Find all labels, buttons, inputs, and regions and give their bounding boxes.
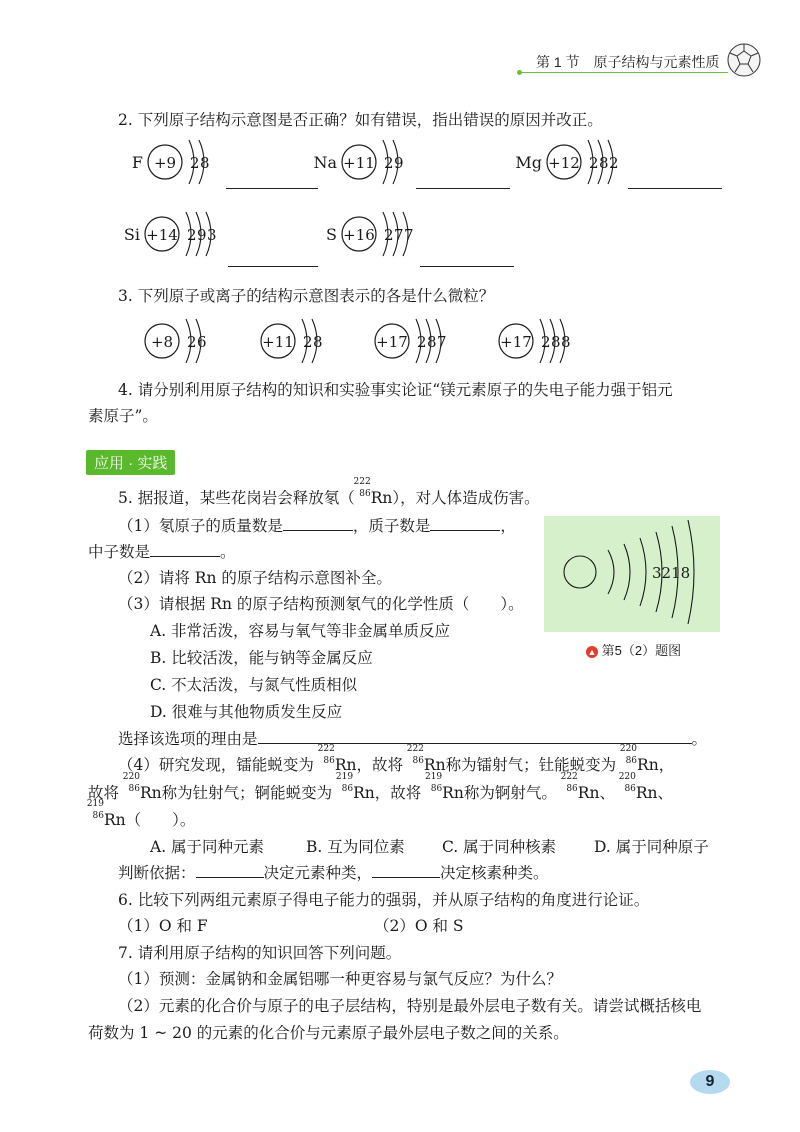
shell-electron-count: 2 — [187, 333, 197, 351]
rn-symbol: Rn — [370, 489, 393, 507]
iso-222-a — [317, 744, 335, 770]
q3-prompt: 3. 下列原子或离子的结构示意图表示的各是什么微粒？ — [118, 287, 495, 305]
atom-diagram — [326, 212, 414, 256]
element-symbol: F — [131, 153, 143, 172]
rn-shell-arc — [608, 550, 614, 594]
answer-line-si — [228, 266, 318, 267]
nucleus-charge: +16 — [343, 226, 375, 244]
q5-intro-pre: 5. 据报道，某些花岗岩会释放氡（ — [118, 489, 355, 507]
section-title: 原子结构与元素性质 — [593, 54, 720, 70]
q5-p4-l2-b: 称为钍射气；锕能蜕变为 — [161, 784, 333, 802]
q5-p4-l2-d: 称为锕射气。 — [463, 784, 557, 802]
q5-option-c: C. 不太活泼，与氮气性质相似 — [150, 676, 358, 694]
q5-intro-post: ），对人体造成伤害。 — [392, 489, 540, 507]
basis-c: 决定核素种类。 — [440, 864, 549, 882]
q6-part-b: （2）O 和 S — [374, 917, 464, 935]
q5-option-d: D. 很难与其他物质发生反应 — [150, 703, 343, 721]
shell-electron-count: 9 — [394, 154, 404, 172]
q7-part1: （1）预测：金属钠和金属铝哪一种更容易与氯气反应？为什么？ — [118, 970, 562, 988]
shell-electron-count: 7 — [437, 333, 447, 351]
q6-prompt: 6. 比较下列两组元素原子得电子能力的强弱，并从原子结构的角度进行论证。 — [118, 891, 650, 909]
answer-line-na — [416, 188, 510, 189]
iso-mass: 219 — [424, 772, 443, 782]
rn-mass: 222 — [353, 477, 371, 487]
nucleus-charge: +9 — [153, 154, 177, 172]
q5-p4-l3-end: （ ）。 — [125, 811, 196, 829]
blank-mass-number — [283, 529, 353, 531]
shell-electron-count: 7 — [404, 226, 414, 244]
nucleus-charge: +17 — [376, 333, 408, 351]
nucleus-charge: +17 — [500, 333, 532, 351]
iso-219-b — [424, 772, 443, 798]
sep: 、 — [657, 784, 674, 802]
shell-electron-count: 3 — [207, 226, 217, 244]
iso-z: 86 — [323, 756, 335, 766]
iso-mass: 222 — [560, 772, 578, 782]
shell-electron-count: 2 — [541, 333, 551, 351]
q5-p3: （3）请根据 Rn 的原子结构预测氡气的化学性质（ ）。 — [118, 595, 524, 613]
q5-p1-e: 。 — [220, 543, 236, 561]
nucleus-charge: +12 — [548, 154, 580, 172]
q2-prompt: 2. 下列原子结构示意图是否正确？如有错误，指出错误的原因并改正。 — [118, 111, 603, 129]
q5-p4-line1: （4）研究发现，镭能蜕变为 222 86 Rn，故将 222 86 Rn称为镭射气；钍能蜕变为 220 86 Rn， — [118, 744, 675, 774]
element-symbol: S — [326, 225, 337, 244]
blank-neutron-number — [150, 555, 220, 557]
answer-line-s — [420, 266, 514, 267]
nucleus-charge: +11 — [343, 154, 375, 172]
atom-diagram — [145, 319, 207, 363]
answer-line-mg — [628, 188, 722, 189]
iso-mass: 220 — [122, 772, 140, 782]
q5-p4-l1-c: 称为镭射气；钍能蜕变为 — [445, 756, 617, 774]
blank-proton-number — [430, 529, 500, 531]
triangle-icon: ▲ — [587, 646, 597, 657]
q5-p4-l2-a: 故将 — [88, 784, 120, 802]
shell-electron-count: 9 — [197, 226, 207, 244]
section-tag-application: 应用 · 实践 — [86, 450, 175, 475]
atom-diagram — [132, 140, 210, 184]
q5-reason-end: 。 — [691, 730, 708, 748]
shell-electron-count: 8 — [551, 333, 561, 351]
rn-symbol: Rn — [577, 784, 600, 802]
q5-p4-l1-a: （4）研究发现，镭能蜕变为 — [118, 756, 314, 774]
iso-mass: 222 — [317, 744, 335, 754]
q5-p1-c: ， — [500, 517, 516, 535]
rn-symbol: Rn — [442, 784, 464, 802]
iso-z: 86 — [430, 784, 443, 794]
rn-symbol: Rn — [635, 784, 658, 802]
shell-electron-count: 6 — [197, 333, 207, 351]
q4-line2: 素原子”。 — [88, 407, 158, 425]
iso-z: 86 — [341, 784, 354, 794]
shell-electron-count: 8 — [561, 333, 571, 351]
q5-p1-d: 中子数是 — [88, 543, 151, 561]
iso-mass: 222 — [406, 744, 424, 754]
iso-z: 86 — [92, 811, 104, 821]
rn-symbol: Rn — [637, 756, 659, 774]
atom-diagram — [313, 140, 403, 184]
q6-part-a: （1）O 和 F — [118, 917, 208, 935]
q5-reason-label: 选择该选项的理由是 — [118, 730, 258, 748]
rn-structure-diagram — [544, 516, 720, 632]
blank-basis-nuclide — [372, 876, 440, 878]
atom-diagram — [375, 319, 447, 363]
iso-222-b — [406, 744, 424, 770]
atom-diagram — [499, 319, 571, 363]
shell-electron-count: 2 — [190, 154, 200, 172]
iso-z: 86 — [128, 784, 140, 794]
basis-label: 判断依据： — [118, 864, 196, 882]
basis-b: 决定元素种类， — [263, 864, 373, 882]
shell-electron-count: 2 — [609, 154, 619, 172]
q5-basis — [118, 861, 549, 883]
rn-shell-arc — [624, 544, 630, 600]
rn-symbol: Rn — [139, 784, 162, 802]
q5-choice-a: A. 属于同种元素 — [150, 838, 265, 856]
nucleus-charge: +8 — [150, 333, 174, 351]
blank-basis-element — [196, 876, 264, 878]
q5-p1-line2 — [88, 540, 236, 562]
q5-p4-line3 — [86, 799, 196, 830]
nucleus-charge: +14 — [146, 226, 178, 244]
section-number: 第 1 节 — [536, 54, 580, 70]
q5-p4-line2 — [88, 772, 674, 803]
iso-220-b — [122, 772, 140, 798]
q7-prompt: 7. 请利用原子结构的知识回答下列问题。 — [118, 944, 402, 962]
rn-shell-counts: 3218 — [652, 564, 691, 582]
rn-z: 86 — [359, 489, 371, 499]
q5-option-a: A. 非常活泼，容易与氧气等非金属单质反应 — [150, 622, 451, 640]
q5-p4-l1-b: ，故将 — [356, 756, 403, 774]
iso-mass: 220 — [619, 744, 638, 754]
shell-electron-count: 2 — [303, 333, 313, 351]
iso-220-a — [619, 744, 638, 770]
element-symbol: Mg — [515, 153, 542, 172]
rn-nucleus-circle — [564, 556, 596, 588]
iso-219-a — [335, 772, 354, 798]
q5-choice-d: D. 属于同种原子 — [594, 838, 709, 856]
sep: 、 — [599, 784, 615, 802]
atom-diagram — [124, 212, 217, 256]
rn-isotope — [353, 477, 371, 503]
iso-z: 86 — [566, 784, 578, 794]
rn-shell-arc — [640, 538, 646, 606]
q5-intro — [118, 477, 540, 508]
q5-choice-b: B. 互为同位素 — [306, 838, 405, 856]
iso-z: 86 — [412, 756, 424, 766]
q7-part2-line2: 荷数为 1 ~ 20 的元素的化合价与元素原子最外层电子数之间的关系。 — [88, 1024, 569, 1042]
shell-electron-count: 2 — [417, 333, 427, 351]
rn-symbol: Rn — [104, 811, 126, 829]
iso-mass: 219 — [335, 772, 354, 782]
shell-electron-count: 8 — [313, 333, 323, 351]
q5-p1-b: ，质子数是 — [352, 517, 431, 535]
q5-choice-c: C. 属于同种核素 — [442, 838, 557, 856]
iso-219-c — [86, 799, 104, 825]
q5-p2: （2）请将 Rn 的原子结构示意图补全。 — [118, 569, 392, 587]
q4-line1: 4. 请分别利用原子结构的知识和实验事实论证“镁元素原子的失电子能力强于铝元 — [118, 381, 673, 399]
nucleus-charge: +11 — [262, 333, 294, 351]
q5-p1-line1 — [118, 514, 516, 536]
q7-part2-line1: （2）元素的化合价与原子的电子层结构，特别是最外层电子数有关。请尝试概括核电 — [118, 997, 702, 1015]
shell-electron-count: 2 — [187, 226, 197, 244]
iso-z: 86 — [625, 756, 638, 766]
answer-line-f — [226, 188, 318, 189]
page-number: 9 — [690, 1070, 730, 1094]
element-symbol: Na — [313, 153, 337, 172]
shell-electron-count: 2 — [384, 154, 394, 172]
q5-p1-a: （1）氡原子的质量数是 — [118, 517, 283, 535]
rn-figure-caption — [586, 640, 681, 659]
rn-symbol: Rn — [423, 756, 446, 774]
figure-caption-text: 第5（2）题图 — [601, 643, 682, 658]
shell-electron-count: 8 — [427, 333, 437, 351]
shell-electron-count: 8 — [200, 154, 210, 172]
q5-option-b: B. 比较活泼，能与钠等金属反应 — [150, 649, 373, 667]
iso-222-c — [560, 772, 578, 798]
shell-electron-count: 2 — [384, 226, 394, 244]
iso-220-c — [618, 772, 636, 798]
shell-electron-count: 2 — [589, 154, 599, 172]
iso-mass: 219 — [86, 799, 104, 809]
shell-electron-count: 8 — [599, 154, 609, 172]
rn-symbol: Rn — [334, 756, 357, 774]
atom-diagram — [515, 140, 618, 184]
shell-electron-count: 7 — [394, 226, 404, 244]
q5-p4-l2-c: ，故将 — [374, 784, 422, 802]
rn-symbol: Rn — [353, 784, 375, 802]
element-symbol: Si — [123, 225, 140, 244]
atom-diagram — [261, 319, 323, 363]
iso-mass: 220 — [618, 772, 636, 782]
iso-z: 86 — [624, 784, 636, 794]
